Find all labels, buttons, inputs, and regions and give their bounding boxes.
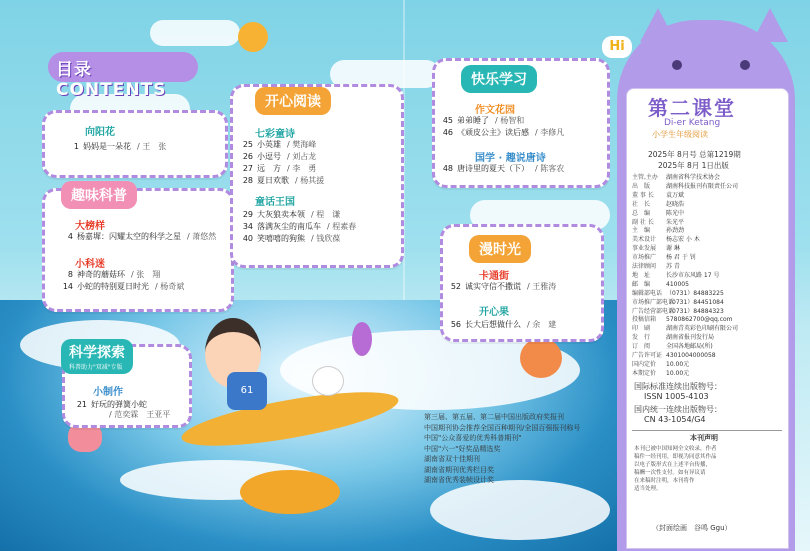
info-row xyxy=(632,352,716,360)
cloud xyxy=(150,20,240,46)
info-key: 社 长 xyxy=(632,200,651,208)
info-key: 广告许可证 xyxy=(632,352,663,359)
hi-bubble: Hi xyxy=(602,36,632,58)
group-heading: 童话王国 xyxy=(255,197,295,208)
issn-label: 国际标准连续出版物号： xyxy=(634,382,722,391)
toc-entry[interactable]: 34 落满灰尘的南瓜车 / 程素春 xyxy=(242,222,357,231)
info-value: （0731）84451084 xyxy=(666,298,724,306)
info-value: 10.00元 xyxy=(666,369,690,377)
section-tag: 快乐学习 xyxy=(461,65,537,93)
info-value: 全国各地邮局(所) xyxy=(666,343,713,351)
section-heading: 向阳花 xyxy=(85,127,115,138)
info-value: 湖南省科学技术协会 xyxy=(666,174,721,181)
octopus xyxy=(520,338,562,378)
toc-entry[interactable]: 45 弟弟睡了 / 杨智和 xyxy=(442,116,525,125)
group-heading: 大榜样 xyxy=(75,221,105,232)
toc-entry[interactable]: 1 妈妈是一朵花 / 王 张 xyxy=(73,142,167,151)
card-xiangyanghua xyxy=(42,110,228,178)
group-heading: 卡通街 xyxy=(479,271,509,282)
toc-entry[interactable]: 40 笑嘻嘻的狗熊 / 钱欣葆 xyxy=(242,234,341,243)
info-row xyxy=(632,316,733,324)
info-value: 陈光中 xyxy=(666,209,685,217)
magazine-pinyin: Di-er Ketang xyxy=(664,118,721,128)
group-heading: 小科迷 xyxy=(75,259,105,270)
toc-entry[interactable]: 48 唐诗里的夏天（下） / 陈客农 xyxy=(442,164,565,173)
squid xyxy=(352,322,372,356)
awards-list: 第三届、第五届、第二届中国出版政府奖报刊 中国期刊协会推荐全国百种期刊/全国百强报刊称号 中国"公众喜爱的优秀科普期刊" 中国"六一"好奖品精选奖 湖南省双十佳期刊 湖南省期刊优秀栏目奖 湖南省优秀装帧设计奖 xyxy=(424,413,581,484)
group-heading: 小制作 xyxy=(93,387,123,398)
info-key: 市场推广 xyxy=(632,254,657,262)
group-heading: 七彩童诗 xyxy=(255,129,295,140)
info-value: 长沙市东风路 17 号 xyxy=(666,271,720,279)
info-key: 主管,主办 xyxy=(632,174,658,181)
info-row xyxy=(632,308,724,316)
notice-title: 本刊声明 xyxy=(690,434,718,442)
info-row xyxy=(632,370,689,378)
info-value: 5780862700@qq.com xyxy=(666,316,733,324)
info-row xyxy=(632,343,713,351)
toc-entry[interactable]: 21 好玩的弹簧小蛇 xyxy=(76,400,147,409)
contents-title-text: 目录 CONTENTS xyxy=(56,60,167,100)
info-row xyxy=(632,174,720,182)
info-value: 10.00元 xyxy=(666,360,690,368)
info-key: 董 事 长 xyxy=(632,191,654,199)
info-value: （0731）84884323 xyxy=(666,307,724,315)
info-value: 杨志宏 小 木 xyxy=(666,236,700,244)
notice-line: 稿酬一次性支付。如有异议请 xyxy=(634,470,706,476)
card-quweikepu xyxy=(42,188,234,312)
sun-icon xyxy=(238,22,268,52)
info-key: 美术设计 xyxy=(632,236,657,244)
info-key: 发 行 xyxy=(632,334,651,342)
notice-line: 在来稿时注明，本刊将作 xyxy=(634,478,695,484)
info-row xyxy=(632,227,684,235)
info-value: 赵晓浩 xyxy=(666,200,685,208)
cn-label: 国内统一连续出版物号： xyxy=(634,405,722,414)
info-value: 谢 琳 xyxy=(666,245,680,253)
info-row xyxy=(632,245,680,253)
info-row xyxy=(632,254,696,262)
cn-number: CN 43-1054/G4 xyxy=(644,415,706,424)
toc-entry[interactable]: 46 《顽皮公主》读后感 / 李修凡 xyxy=(442,128,565,137)
info-key: 编辑部电话 xyxy=(632,289,663,297)
notice-line: 本刊已被中国知网全文收录，作者 xyxy=(634,446,717,452)
contents-title xyxy=(48,52,198,100)
divider xyxy=(632,430,782,431)
toc-entry[interactable]: 56 长大后想做什么 / 余 建 xyxy=(450,320,557,329)
info-value: 朱光平 xyxy=(666,218,685,226)
info-key: 法律顾问 xyxy=(632,263,657,270)
info-key: 出 版 xyxy=(632,182,651,190)
info-key: 国内定价 xyxy=(632,360,657,368)
info-key: 邮 编 xyxy=(632,280,651,288)
toc-entry[interactable]: 4 杨嘉墀：闪耀太空的科学之星 / 萧悠然 xyxy=(67,232,217,241)
info-row xyxy=(632,192,684,200)
card-kaixinyuedu xyxy=(230,84,404,268)
cat-ear xyxy=(640,8,676,42)
info-key: 印 刷 xyxy=(632,325,651,333)
info-value: 苏 青 xyxy=(666,263,680,270)
group-heading: 国学 · 趣说唐诗 xyxy=(475,153,546,164)
info-value: 杨 君 于 钊 xyxy=(666,254,696,262)
info-row xyxy=(632,201,684,209)
group-heading: 作文花园 xyxy=(475,105,515,116)
card-kuailexuexi xyxy=(432,58,610,188)
toc-author: / 范奕霖 王亚平 xyxy=(109,410,171,419)
section-tag: 趣味科普 xyxy=(61,181,137,209)
info-value: 4301004000058 xyxy=(666,352,716,359)
group-heading: 开心果 xyxy=(479,307,509,318)
notice-line: 稿件一经刊用，即视为同意其作品 xyxy=(634,454,717,460)
info-key: 事业发展 xyxy=(632,245,657,253)
info-value: 孙劲劲 xyxy=(666,227,685,235)
info-key: 本期定价 xyxy=(632,369,657,377)
info-value: 湖南青英彩色印刷有限公司 xyxy=(666,325,739,333)
section-tag: 开心阅读 xyxy=(255,87,331,115)
magazine-title: 第二课堂 xyxy=(648,96,736,120)
info-key: 总 编 xyxy=(632,209,651,217)
info-key: 广告经营部电话 xyxy=(632,307,675,315)
toc-entry[interactable]: 14 小蛇的特别夏日时光 / 杨奇斌 xyxy=(62,282,185,291)
fish xyxy=(240,470,340,514)
info-value: 湖南科技报刊有限责任公司 xyxy=(666,182,739,190)
notice-text xyxy=(634,445,717,493)
info-row xyxy=(632,236,700,244)
info-key: 市场推广部电话 xyxy=(632,298,675,306)
pub-date: 2025年 8月 1日出版 xyxy=(658,161,729,170)
magazine-subtitle: 小学生年级阅读 xyxy=(652,130,708,139)
card-manshiguang xyxy=(440,224,604,342)
info-value: （0731）84883225 xyxy=(666,289,724,297)
info-row xyxy=(632,281,689,289)
info-row xyxy=(632,361,689,369)
issn: ISSN 1005-4103 xyxy=(644,392,709,401)
info-value: 袁万斌 xyxy=(666,191,685,199)
issue-number: 2025年 8月号 总第1219期 xyxy=(648,150,741,159)
info-key: 副 社 长 xyxy=(632,218,654,226)
info-row xyxy=(632,219,684,227)
toc-entry[interactable]: 25 小英雄 / 樊海峰 xyxy=(242,140,317,149)
cat-eye xyxy=(672,60,682,70)
boy-shirt: 61 xyxy=(227,372,267,410)
toc-entry[interactable]: 8 神奇的蘑菇环 / 张 翔 xyxy=(67,270,161,279)
toc-entry[interactable]: 29 大灰狼卖本领 / 程 谦 xyxy=(242,210,341,219)
toc-entry[interactable]: 27 远 方 / 李 勇 xyxy=(242,164,317,173)
cat-ear xyxy=(752,8,788,42)
puppy xyxy=(312,366,344,396)
info-row xyxy=(632,272,719,280)
info-row xyxy=(632,299,724,307)
cat-eye xyxy=(740,60,750,70)
info-value: 湖南省报刊发行局 xyxy=(666,334,715,342)
info-row xyxy=(632,183,738,191)
notice-line: 以电子版形式在上述平台传播， xyxy=(634,462,712,468)
notice-line: 适当处理。 xyxy=(634,486,662,492)
info-key: 主 编 xyxy=(632,227,651,235)
toc-entry[interactable]: 52 诚实守信不撒谎 / 王雅涛 xyxy=(450,282,557,291)
wave-foam xyxy=(430,480,610,540)
info-value: 410005 xyxy=(666,280,689,288)
section-tag: 科学探索 科普助力"双减"专版 xyxy=(61,339,133,374)
card-kexuetansuo xyxy=(62,344,192,428)
cover-credit: （封面绘画 谷鸣 Ggu） xyxy=(652,524,732,532)
section-tag: 漫时光 xyxy=(469,235,531,263)
info-row xyxy=(632,325,738,333)
info-row xyxy=(632,334,714,342)
toc-entry[interactable]: 26 小逗号 / 刘占龙 xyxy=(242,152,317,161)
info-key: 订 阅 xyxy=(632,343,651,351)
toc-entry[interactable]: 28 夏日欢歌 / 杨其援 xyxy=(242,176,325,185)
info-key: 地 址 xyxy=(632,271,651,279)
info-row xyxy=(632,210,684,218)
info-row xyxy=(632,290,724,298)
info-row xyxy=(632,263,680,271)
info-key: 投稿信箱 xyxy=(632,316,657,324)
